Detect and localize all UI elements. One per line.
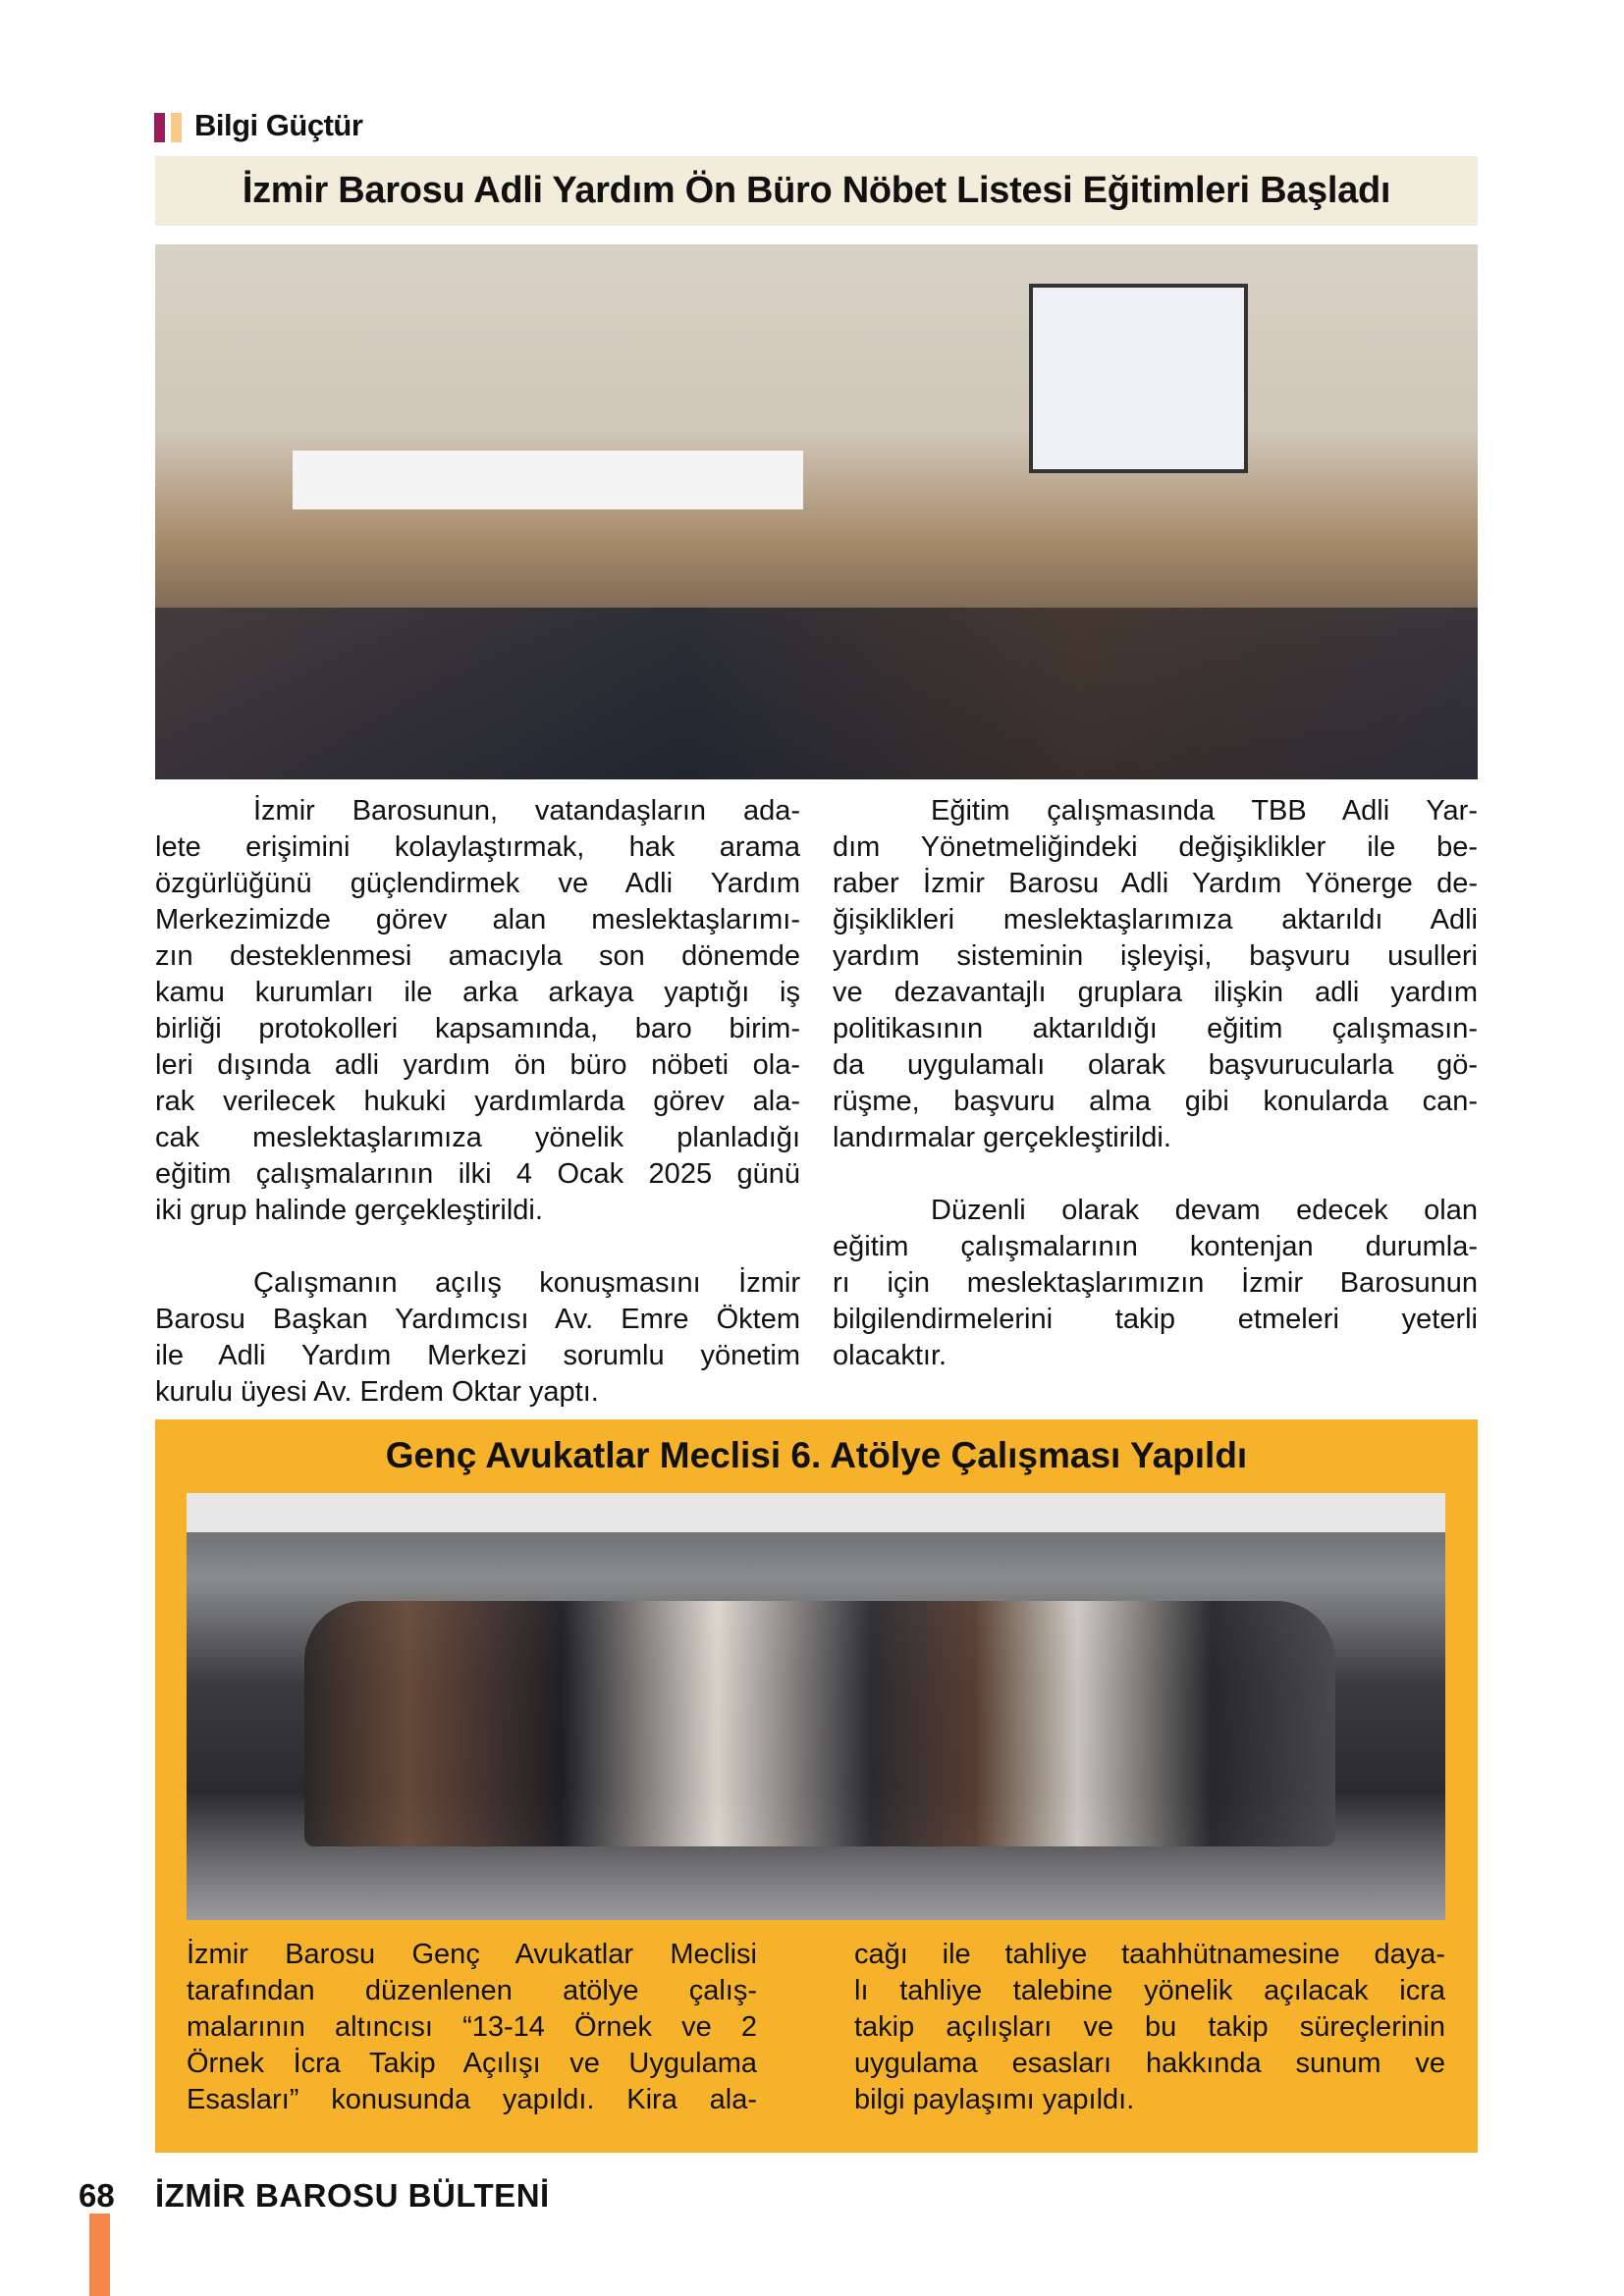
text-line: takip açılışları ve bu takip süreçlerinin: [854, 2011, 1445, 2043]
text-line: dım Yönetmeliğindeki değişiklikler ile be-: [833, 831, 1478, 863]
attendees: [155, 608, 1478, 779]
text-line: rı için meslektaşlarımızın İzmir Barosunun: [833, 1267, 1478, 1299]
article2-title: Genç Avukatlar Meclisi 6. Atölye Çalışması Yapıldı: [385, 1435, 1248, 1475]
group-of-people: [304, 1601, 1335, 1846]
group-photo: [187, 1493, 1445, 1920]
text-line: kurulu üyesi Av. Erdem Oktar yaptı.: [155, 1376, 599, 1408]
text-line: eğitim çalışmalarının kontenjan durumla-: [833, 1231, 1478, 1262]
article1-right-column: [833, 793, 1478, 1374]
publication-title: İZMİR BAROSU BÜLTENİ: [155, 2177, 550, 2214]
text-line: malarının altıncısı “13-14 Örnek ve 2: [187, 2011, 757, 2043]
page-number: 68: [79, 2177, 115, 2214]
text-line: tarafından düzenlenen atölye çalış-: [187, 1975, 757, 2006]
text-line: cağı ile tahliye taahhütnamesine daya-: [854, 1939, 1445, 1970]
text-line: eğitim çalışmalarının ilki 4 Ocak 2025 günü: [155, 1158, 800, 1190]
text-line: leri dışında adli yardım ön büro nöbeti ola-: [155, 1049, 800, 1081]
text-line: zın desteklenmesi amacıyla son dönemde: [155, 940, 800, 972]
text-line: Örnek İcra Takip Açılışı ve Uygulama: [187, 2048, 757, 2079]
text-line: da uygulamalı olarak başvurucularla gö-: [833, 1049, 1478, 1081]
section-marker-secondary: [171, 113, 182, 142]
footer-accent-bar: [89, 2214, 110, 2296]
text-line: İzmir Barosunun, vatandaşların ada-: [253, 795, 800, 827]
article2-right-column: [854, 1937, 1445, 2118]
text-line: Çalışmanın açılış konuşmasını İzmir: [253, 1267, 800, 1299]
article2-left-column: [187, 1937, 757, 2118]
text-line: ve dezavantajlı gruplara ilişkin adli yardım: [833, 977, 1478, 1008]
text-line: rak verilecek hukuki yardımlarda görev ala-: [155, 1086, 800, 1117]
training-session-photo: [155, 244, 1478, 779]
text-line: landırmalar gerçekleştirildi.: [833, 1122, 1171, 1153]
article-title-box: [155, 156, 1478, 226]
text-line: ile Adli Yardım Merkezi sorumlu yönetim: [155, 1340, 800, 1371]
section-label: Bilgi Güçtür: [194, 108, 363, 142]
ceiling: [187, 1493, 1445, 1532]
table: [293, 451, 803, 509]
text-line: Eğitim çalışmasında TBB Adli Yar-: [931, 795, 1478, 827]
text-line: Düzenli olarak devam edecek olan: [931, 1195, 1478, 1226]
text-line: kamu kurumları ile arka arkaya yaptığı iş: [155, 977, 800, 1008]
text-line: bilgilendirmelerini takip etmeleri yeterli: [833, 1304, 1478, 1335]
text-line: bilgi paylaşımı yapıldı.: [854, 2084, 1135, 2115]
text-line: lı tahliye talebine yönelik açılacak icra: [854, 1975, 1445, 2006]
text-line: iki grup halinde gerçekleştirildi.: [155, 1195, 543, 1226]
article-title: İzmir Barosu Adli Yardım Ön Büro Nöbet Listesi Eğitimleri Başladı: [242, 170, 1391, 211]
text-line: cak meslektaşlarımıza yönelik planladığı: [155, 1122, 800, 1153]
text-line: özgürlüğünü güçlendirmek ve Adli Yardım: [155, 868, 800, 899]
text-line: ğişiklikleri meslektaşlarımıza aktarıldı Adli: [833, 904, 1478, 935]
paragraph-gap: [155, 1229, 800, 1265]
text-line: politikasının aktarıldığı eğitim çalışmasın-: [833, 1013, 1478, 1044]
text-line: birliği protokolleri kapsamında, baro birim-: [155, 1013, 800, 1044]
projector-screen: [1029, 284, 1248, 473]
text-line: rüşme, başvuru alma gibi konularda can-: [833, 1086, 1478, 1117]
paragraph-gap: [833, 1156, 1478, 1193]
text-line: İzmir Barosu Genç Avukatlar Meclisi: [187, 1939, 757, 1970]
text-line: Barosu Başkan Yardımcısı Av. Emre Öktem: [155, 1304, 800, 1335]
text-line: raber İzmir Barosu Adli Yardım Yönerge de-: [833, 868, 1478, 899]
text-line: Merkezimizde görev alan meslektaşlarımı-: [155, 904, 800, 935]
section-marker-primary: [154, 113, 165, 142]
text-line: yardım sisteminin işleyişi, başvuru usulleri: [833, 940, 1478, 972]
text-line: lete erişimini kolaylaştırmak, hak arama: [155, 831, 800, 863]
text-line: olacaktır.: [833, 1340, 947, 1371]
text-line: uygulama esasları hakkında sunum ve: [854, 2048, 1445, 2079]
article1-left-column: [155, 793, 800, 1411]
text-line: Esasları” konusunda yapıldı. Kira ala-: [187, 2084, 757, 2115]
